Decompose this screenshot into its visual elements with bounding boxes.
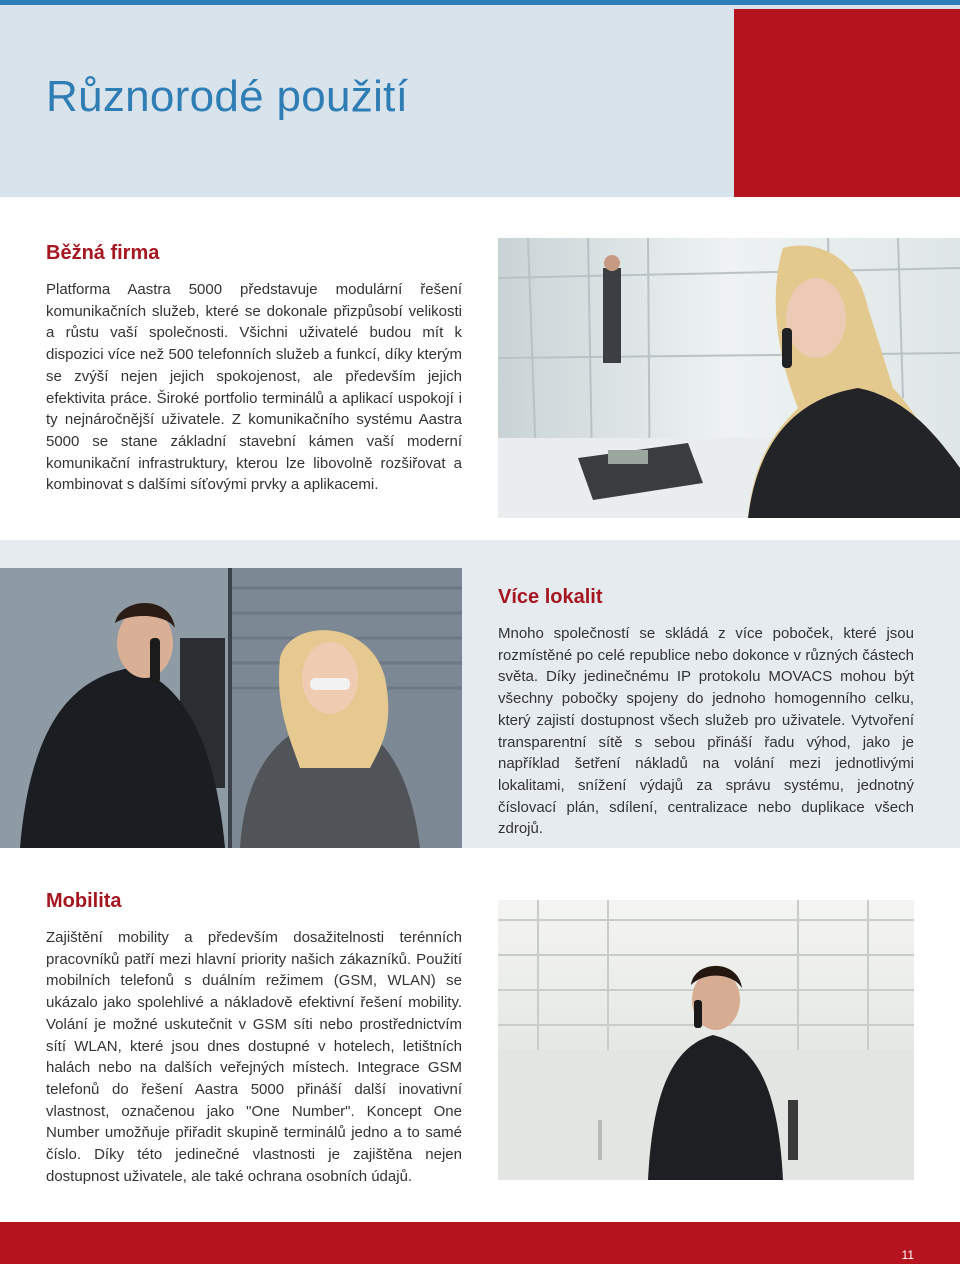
page-title: Různorodé použití bbox=[46, 72, 409, 121]
section-bezna-firma bbox=[46, 242, 462, 496]
section-text: Zajištění mobility a především dosažitelnosti terénních pracovníků patří mezi hlavní priority našich zákazníků. Použití mobilních telefonů s duálním režimem (GSM, WLAN) se ukázalo jako spolehlivé a nákladově efektivní řešení mobility. Volání je možné uskutečnit v GSM síti nebo prostřednictvím sítí WLAN, které jsou dnes dostupné v hotelech, letištních halách nebo na dalších veřejných místech. Integrace GSM telefonů do řešení Aastra 5000 přináší další inovativní vlastnost, označenou jako "One Number". Koncept One Number umožňuje přiřadit skupině terminálů jedno a to samé číslo. Díky této jedinečné vlastnosti je zajištěna nejen dostupnost uživatele, ale také ochrana osobních údajů. bbox=[46, 929, 462, 1185]
photo-woman-at-desk-phone bbox=[498, 238, 960, 518]
header-red-block bbox=[734, 9, 960, 197]
section-text: Platforma Aastra 5000 představuje modulární řešení komunikačních služeb, které se dokonale přizpůsobí velikosti a růstu vaší společnosti. Všichni uživatelé budou mít k dispozici více než 500 telefonních služeb a funkcí, díky kterým se zvýší nejen jejich spokojenost, ale především jejich efektivita práce. Široké portfolio terminálů a aplikací uspokojí i ty nejnáročnější uživatele. Z komunikačního systému Aastra 5000 se stane základní stavební kámen vaší moderní komunikační infrastruktury, kterou lze libovolně rozšiřovat a kombinovat s dalšími síťovými prvky a aplikacemi. bbox=[46, 281, 462, 494]
section-heading: Mobilita bbox=[46, 890, 122, 912]
section-heading: Více lokalit bbox=[498, 586, 603, 608]
section-vice-lokalit bbox=[498, 586, 914, 840]
section-text: Mnoho společností se skládá z více poboček, které jsou rozmístěné po celé republice nebo dokonce v různých částech světa. Díky jedinečnému IP protokolu MOVACS mohou být všechny pobočky spojeny do jednoho homogenního celku, který zajistí dostupnost všech služeb pro uživatele. Vytvoření transparentní sítě s sebou přináší řadu výhod, jako je například šetření nákladů na volání mezi jednotlivými lokalitami, snížení výdajů za správu systému, jednotný číslovací plán, sdílení, centralizace nebo duplikace všech zdrojů. bbox=[498, 625, 914, 838]
section-heading: Běžná firma bbox=[46, 242, 160, 264]
footer-band bbox=[0, 1222, 960, 1264]
photo-man-and-woman-on-phones bbox=[0, 568, 462, 848]
photo-man-walking-with-mobile bbox=[498, 900, 914, 1180]
section-mobilita bbox=[46, 890, 462, 1187]
page-number: 11 bbox=[901, 1248, 914, 1262]
